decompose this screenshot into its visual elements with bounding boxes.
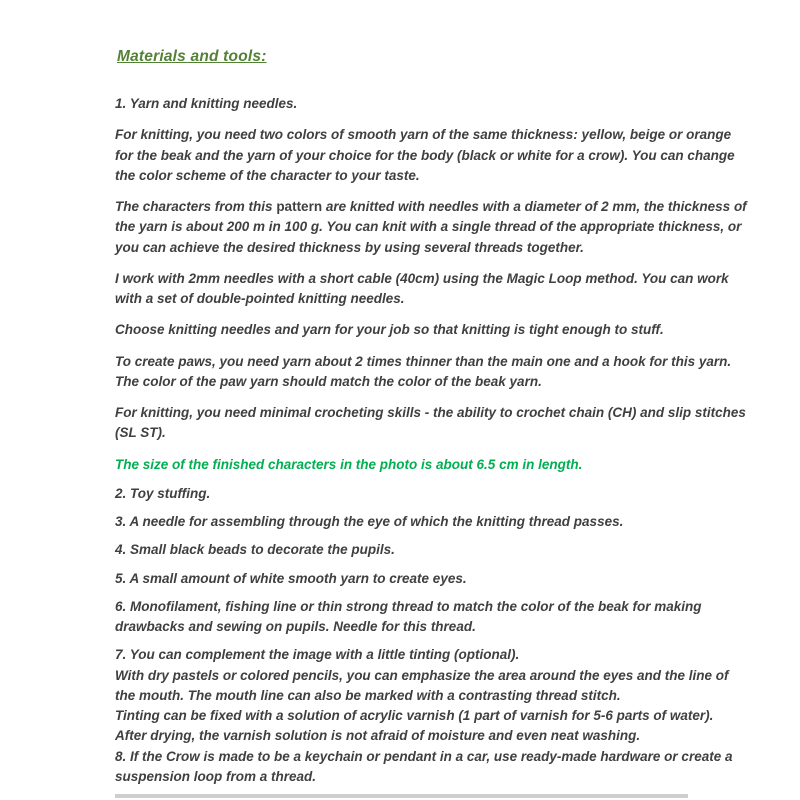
paragraph-monofilament: 6. Monofilament, fishing line or thin strong thread to match the color of the beak for making drawbacks and sewing on pupils. Needle for this thread. — [115, 598, 702, 634]
paragraph-magic-loop: I work with 2mm needles with a short cable (40cm) using the Magic Loop method. You can work with a set of double-pointed knitting needles. — [115, 270, 729, 306]
paragraph-assembling-needle: 3. A needle for assembling through the eye of which the knitting thread passes. — [115, 514, 624, 529]
paragraph-keychain-loop: 8. If the Crow is made to be a keychain or pendant in a car, use ready-made hardware or create a suspension loop from a thread. — [115, 748, 733, 784]
paragraph-black-beads: 4. Small black beads to decorate the pupils. — [115, 542, 395, 558]
paragraph-tight-knitting: Choose knitting needles and yarn for your job so that knitting is tight enough to stuff. — [115, 322, 664, 338]
highlight-finished-size: The size of the finished characters in the photo is about 6.5 cm in length. — [115, 456, 583, 472]
paragraph-needle-diameter-pre: The characters from this — [115, 199, 277, 214]
paragraph-needle-diameter — [115, 197, 747, 258]
paragraph-white-yarn-eyes: 5. A small amount of white smooth yarn to create eyes. — [115, 570, 467, 586]
paragraph-yarn-colors: For knitting, you need two colors of smooth yarn of the same thickness: yellow, beige or orange for the beak and the yarn of your choice for the body (black or white for a crow). You can change the color scheme of the character to your taste. — [115, 127, 735, 183]
paragraph-tinting-intro: 7. You can complement the image with a little tinting (optional). — [115, 647, 520, 663]
paragraph-needle-diameter-post: are knitted with needles with a diameter of 2 mm, the thickness of the yarn is about 200 m in 100 g. You can knit with a single thread of the appropriate thickness, or you can achieve the desired thickness by using several threads together. — [115, 199, 747, 255]
paragraph-crochet-skills: For knitting, you need minimal crocheting skills - the ability to crochet chain (CH) and slip stitches (SL ST). — [115, 405, 746, 441]
paragraph-toy-stuffing: 2. Toy stuffing. — [115, 485, 211, 501]
cutoff-next-line — [115, 794, 688, 798]
page-title: Materials and tools: — [117, 48, 267, 65]
paragraph-tinting-varnish: Tinting can be fixed with a solution of acrylic varnish (1 part of varnish for 5-6 parts of water). After drying, the varnish solution is not afraid of moisture and even neat washing. — [115, 708, 714, 744]
paragraph-needle-diameter-word-pattern: pattern — [276, 199, 323, 214]
paragraph-tinting-pastels: With dry pastels or colored pencils, you can emphasize the area around the eyes and the line of the mouth. The mouth line can also be marked with a contrasting thread stitch. — [115, 667, 729, 703]
paragraph-paws: To create paws, you need yarn about 2 times thinner than the main one and a hook for this yarn. The color of the paw yarn should match the color of the beak yarn. — [115, 353, 732, 389]
paragraph-yarn-needles: 1. Yarn and knitting needles. — [115, 96, 298, 111]
document-content — [115, 48, 747, 798]
